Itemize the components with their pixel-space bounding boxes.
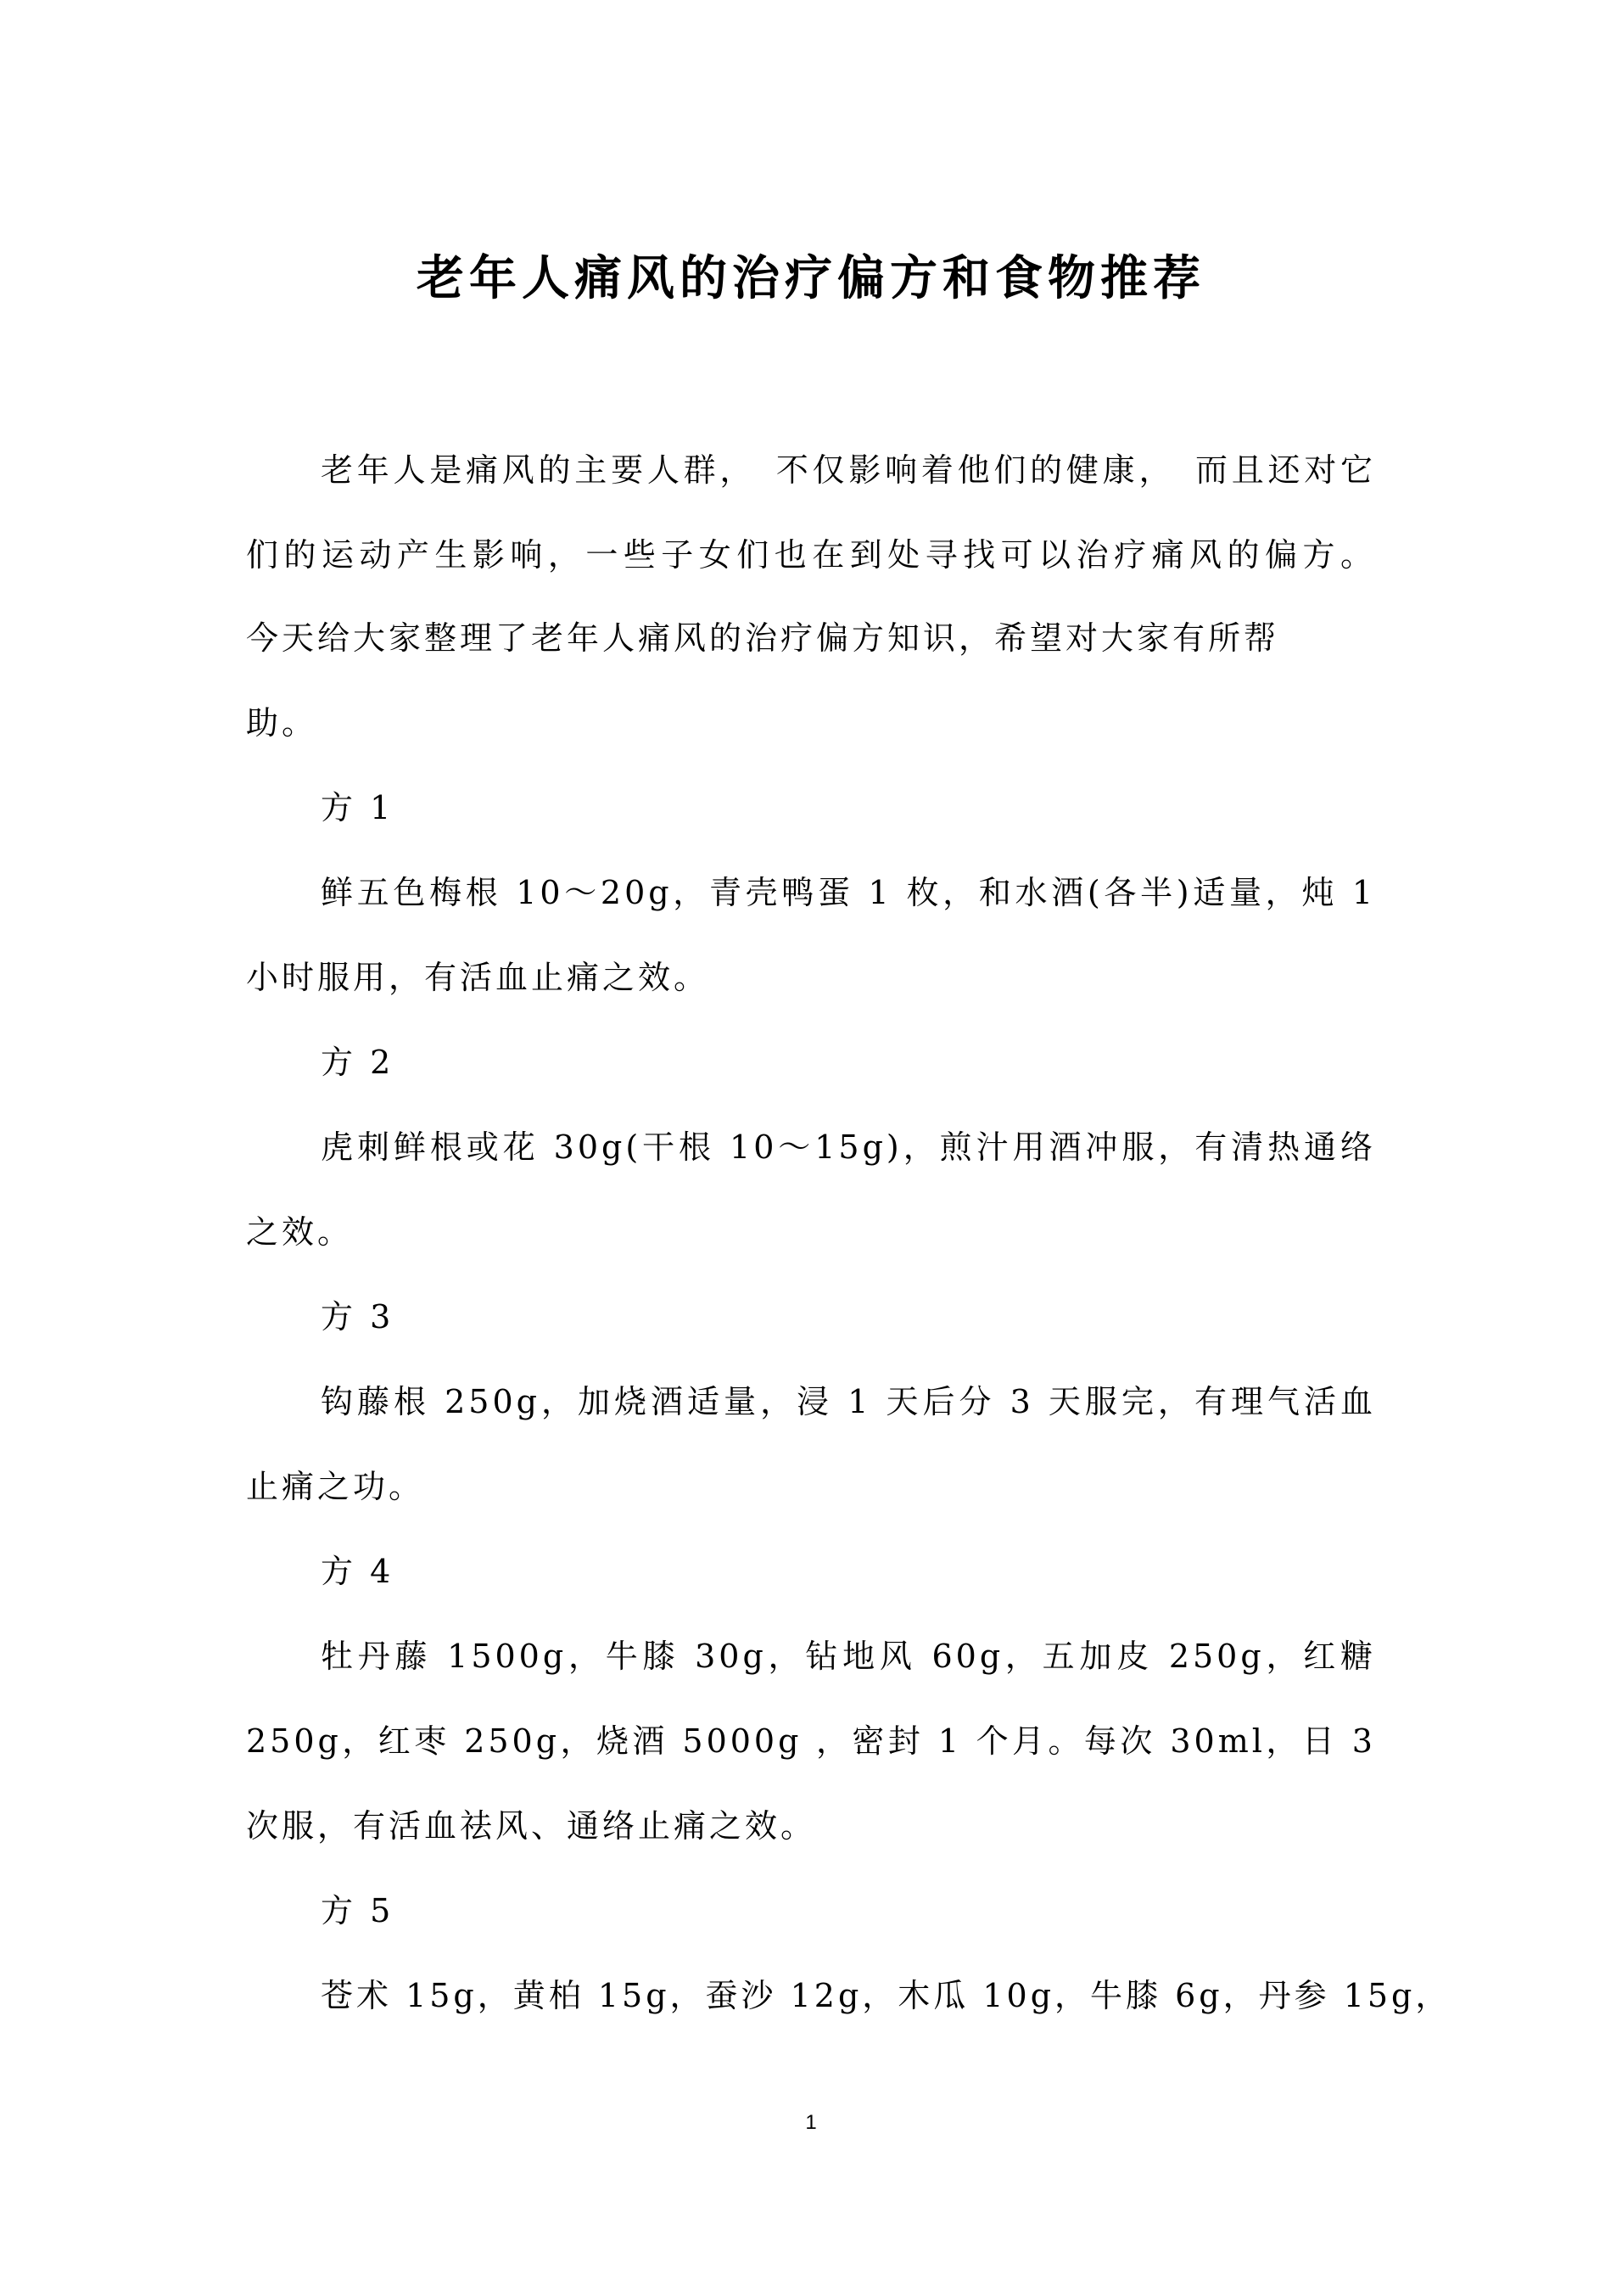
paragraph-line: 次服，有活血祛风、通络止痛之效。 xyxy=(246,1807,817,1845)
recipe-heading: 方 2 xyxy=(321,1044,394,1081)
document-title: 老年人痛风的治疗偏方和食物推荐 xyxy=(417,250,1205,306)
paragraph-line: 止痛之功。 xyxy=(246,1468,425,1505)
recipe-heading: 方 5 xyxy=(321,1892,394,1929)
recipe-heading: 方 3 xyxy=(321,1298,394,1336)
paragraph-line: 苍术 15g，黄柏 15g，蚕沙 12g，木瓜 10g，牛膝 6g，丹参 15g， xyxy=(321,1977,1451,2014)
paragraph-line: 250g，红枣 250g，烧酒 5000g ，密封 1 个月。每次 30ml，日 3 xyxy=(246,1722,1376,1760)
recipe-heading: 方 1 xyxy=(321,789,394,826)
paragraph-line: 助。 xyxy=(246,704,318,742)
paragraph-line: 今天给大家整理了老年人痛风的治疗偏方知识，希望对大家有所帮 xyxy=(246,619,1280,657)
paragraph-line: 虎刺鲜根或花 30g(干根 10～15g)，煎汁用酒冲服，有清热通络 xyxy=(321,1128,1376,1166)
paragraph-line: 牡丹藤 1500g，牛膝 30g，钻地风 60g，五加皮 250g，红糖 xyxy=(321,1638,1376,1675)
paragraph-line: 老年人是痛风的主要人群， 不仅影响着他们的健康， 而且还对它 xyxy=(321,451,1376,489)
recipe-heading: 方 4 xyxy=(321,1553,394,1590)
page-number: 1 xyxy=(805,2111,817,2134)
paragraph-line: 们的运动产生影响，一些子女们也在到处寻找可以治疗痛风的偏方。 xyxy=(246,536,1376,574)
paragraph-line: 小时服用，有活血止痛之效。 xyxy=(246,959,710,996)
paragraph-line: 之效。 xyxy=(246,1213,354,1251)
paragraph-line: 钩藤根 250g，加烧酒适量，浸 1 天后分 3 天服完，有理气活血 xyxy=(321,1383,1376,1420)
paragraph-line: 鲜五色梅根 10～20g，青壳鸭蛋 1 枚，和水酒(各半)适量，炖 1 xyxy=(321,874,1376,911)
